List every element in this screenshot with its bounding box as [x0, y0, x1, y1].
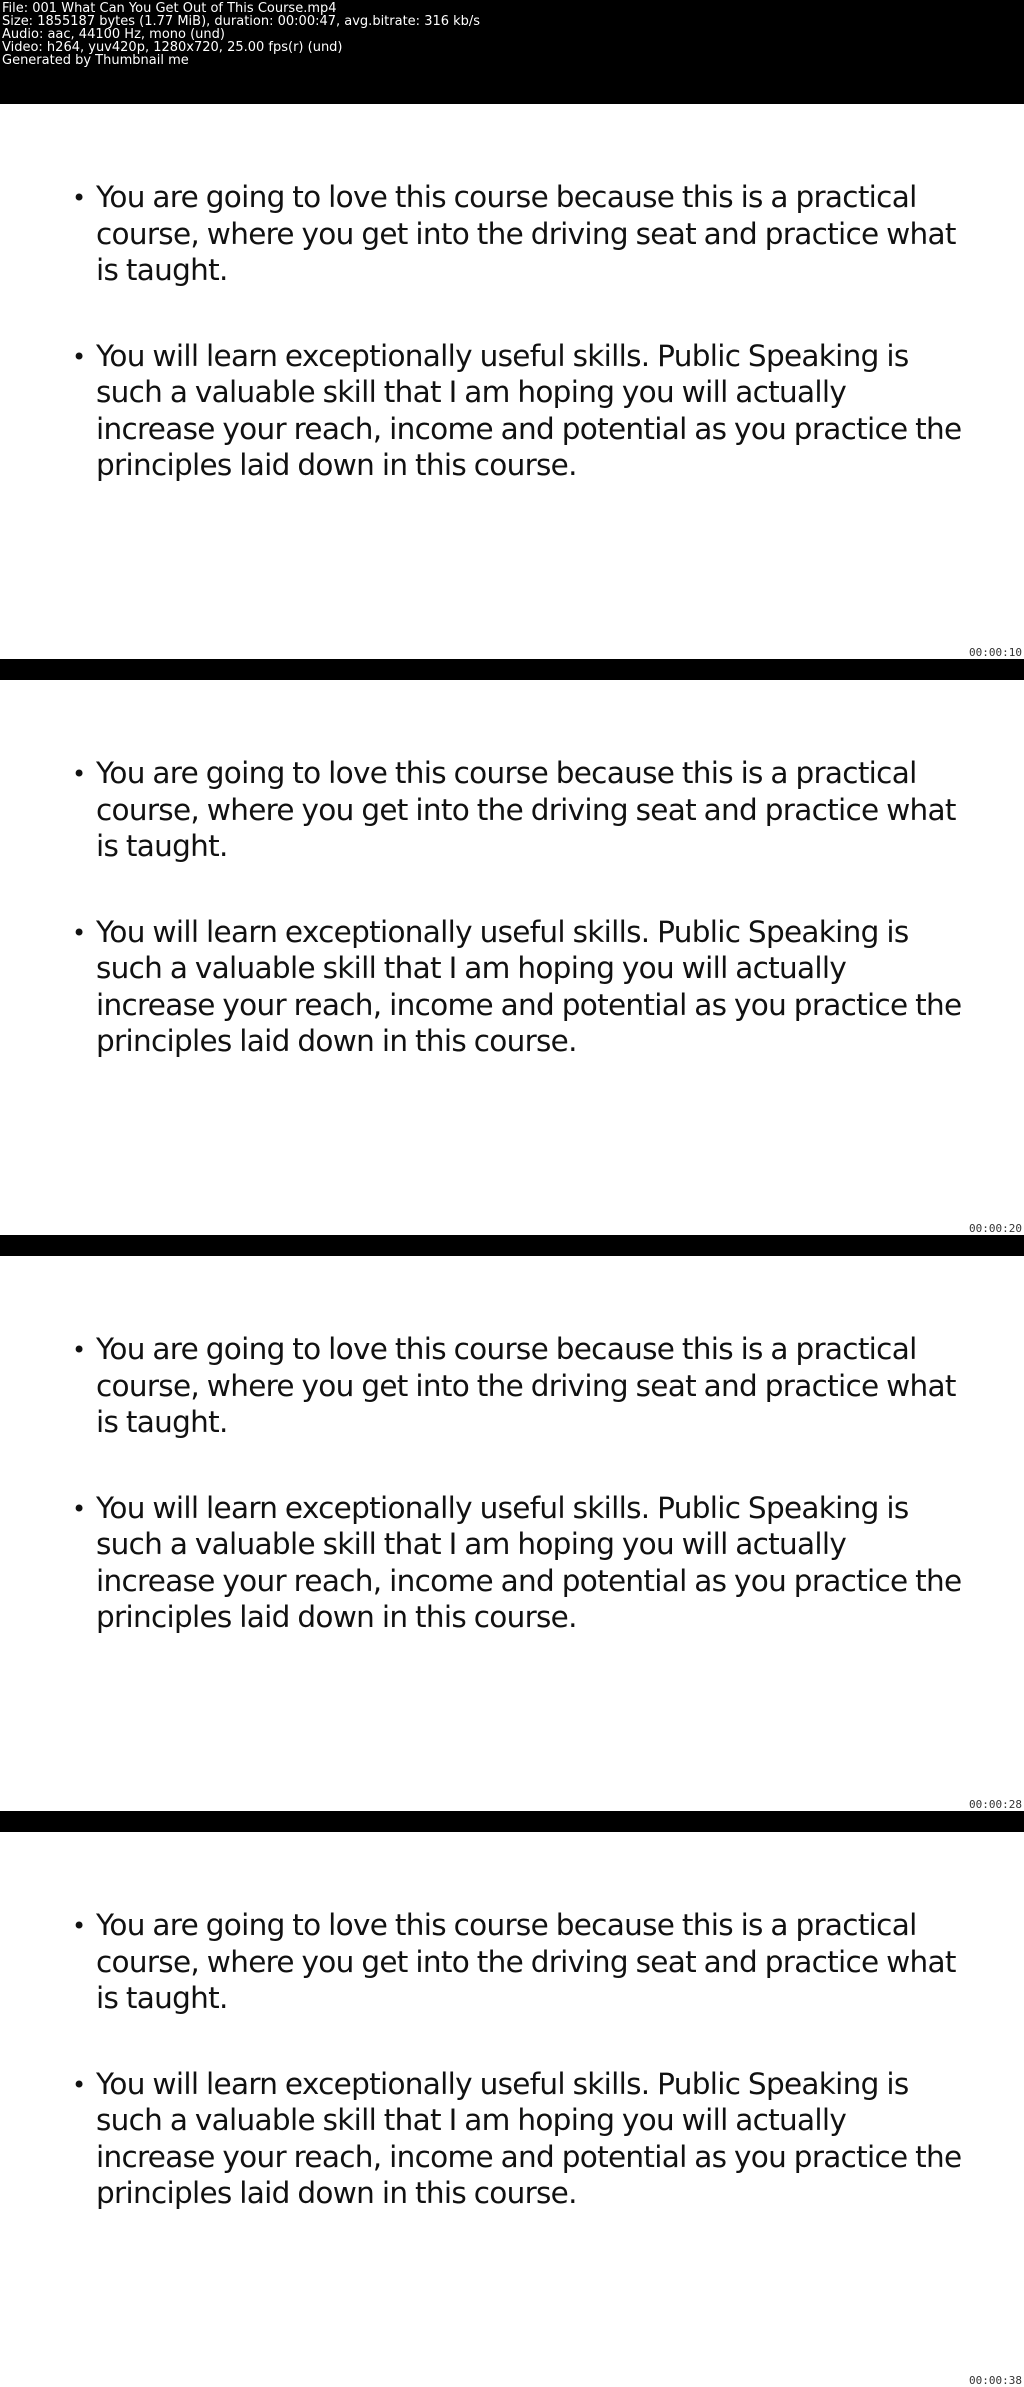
- video-info-header: [0, 0, 1024, 104]
- generator-line: Generated by Thumbnail me: [2, 53, 189, 68]
- video-frame-1: [0, 104, 1024, 659]
- frame-timestamp: 00:00:38: [969, 2374, 1022, 2387]
- bullet-dot-icon: •: [72, 184, 86, 212]
- frame-timestamp: 00:00:28: [969, 1798, 1022, 1811]
- slide-bullet-list: [70, 1907, 970, 2261]
- bullet-text: You will learn exceptionally useful skills. Public Speaking is such a valuable skill that I am hoping you will actually increase your reach, income and potential as you practice the principles laid down in this course.: [96, 914, 962, 1058]
- slide-bullet: [70, 755, 970, 865]
- slide-bullet: [70, 1907, 970, 2017]
- bullet-text: You are going to love this course because this is a practical course, where you get into the driving seat and practice what is taught.: [96, 1332, 956, 1439]
- bullet-dot-icon: •: [72, 1912, 86, 1940]
- bullet-text: You will learn exceptionally useful skills. Public Speaking is such a valuable skill that I am hoping you will actually increase your reach, income and potential as you practice the principles laid down in this course.: [96, 1490, 962, 1634]
- slide-bullet-list: [70, 1331, 970, 1685]
- audio-info-line: Audio: aac, 44100 Hz, mono (und): [2, 27, 225, 42]
- bullet-text: You will learn exceptionally useful skills. Public Speaking is such a valuable skill that I am hoping you will actually increase your reach, income and potential as you practice the principles laid down in this course.: [96, 338, 962, 482]
- bullet-dot-icon: •: [72, 918, 86, 947]
- bullet-dot-icon: •: [72, 1494, 86, 1523]
- slide-bullet: [70, 914, 970, 1060]
- slide-bullet: [70, 1490, 970, 1636]
- file-size-line: Size: 1855187 bytes (1.77 MiB), duration: 00:00:47, avg.bitrate: 316 kb/s: [2, 14, 481, 29]
- video-info-line: Video: h264, yuv420p, 1280x720, 25.00 fps(r) (und): [2, 40, 343, 55]
- bullet-dot-icon: •: [72, 1336, 86, 1364]
- video-frame-3: [0, 1256, 1024, 1811]
- slide-bullet: [70, 179, 970, 289]
- bullet-text: You are going to love this course because this is a practical course, where you get into the driving seat and practice what is taught.: [96, 756, 956, 863]
- bullet-dot-icon: •: [72, 2070, 86, 2099]
- frame-timestamp: 00:00:20: [969, 1222, 1022, 1235]
- slide-bullet: [70, 338, 970, 484]
- bullet-text: You are going to love this course because this is a practical course, where you get into the driving seat and practice what is taught.: [96, 1908, 956, 2015]
- slide-bullet: [70, 2066, 970, 2212]
- bullet-dot-icon: •: [72, 760, 86, 788]
- video-frame-2: [0, 680, 1024, 1235]
- bullet-text: You are going to love this course because this is a practical course, where you get into the driving seat and practice what is taught.: [96, 180, 956, 287]
- slide-bullet: [70, 1331, 970, 1441]
- bullet-dot-icon: •: [72, 342, 86, 371]
- bullet-text: You will learn exceptionally useful skills. Public Speaking is such a valuable skill that I am hoping you will actually increase your reach, income and potential as you practice the principles laid down in this course.: [96, 2066, 962, 2210]
- video-frame-4: [0, 1832, 1024, 2387]
- slide-bullet-list: [70, 179, 970, 533]
- file-name-line: File: 001 What Can You Get Out of This Course.mp4: [2, 1, 337, 16]
- frame-timestamp: 00:00:10: [969, 646, 1022, 659]
- slide-bullet-list: [70, 755, 970, 1109]
